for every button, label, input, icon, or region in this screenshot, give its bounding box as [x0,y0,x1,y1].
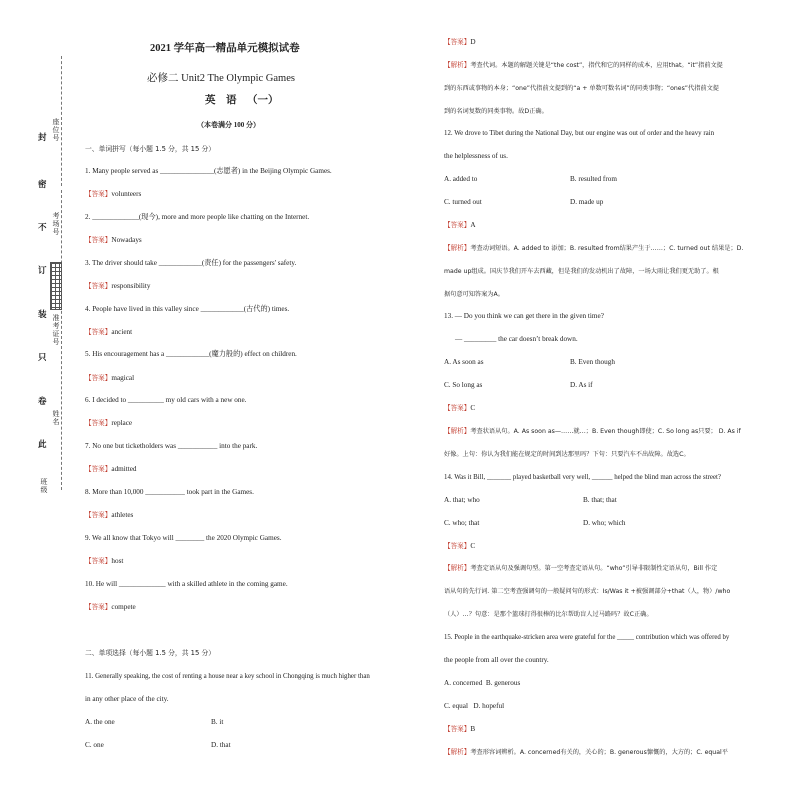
full-score-note: （本卷满分 100 分） [197,121,260,129]
question-text: 4. People have lived in this valley since ____________(古代的) times. [85,305,290,313]
analysis-text: 考查状语从句。A. As soon as—……就…；B. Even though即使；C. So long as只要； D. As if [470,428,741,435]
answer-text: host [111,557,124,565]
exam-subtitle: 必修二 Unit2 The Olympic Games [147,73,295,84]
seat-number-field: 座位号 [52,118,60,142]
answer-tag: 【答案】 [85,419,112,427]
answer-tag: 【答案】 [85,282,112,290]
answer-text: volunteers [111,190,142,198]
analysis-text: 据句意可知答案为A。 [444,291,504,298]
option-d: D. that [211,741,231,749]
question-text: the helplessness of us. [444,152,508,160]
admission-number-grid [50,262,62,310]
answer-tag: 【答案】 [85,557,112,565]
question-text: 14. Was it Bill, _______ played basketball very well, ______ helped the blind man across the street? [444,474,721,481]
answer-tag: 【答案】 [85,465,112,473]
answer-tag: 【答案】 [444,542,471,550]
answer-tag: 【答案】 [85,236,112,244]
margin-dashed-line [61,190,62,490]
exam-title: 2021 学年高一精品单元模拟试卷 [150,43,300,54]
option-c: C. one [85,741,104,749]
analysis-text: 考查定语从句及强调句型。第一空考查定语从句。“who”引导非限制性定语从句，Bill 作定 [470,565,718,572]
answer-text: ancient [111,328,133,336]
answer-text: compete [111,603,136,611]
answer-text: B [470,725,476,733]
option-d: D. As if [570,381,593,389]
option-c: C. turned out [444,198,482,206]
options-row: A. concerned B. generous [444,679,521,687]
question-text: 9. We all know that Tokyo will ________ the 2020 Olympic Games. [85,534,282,542]
analysis-text: made up组成。国庆节我们开车去西藏，但是我们的发动机出了故障，一场大雨让我们更无助了。根 [444,268,719,275]
section-heading: 一、单词拼写（每小题 1.5 分，共 15 分） [85,145,216,153]
answer-text: replace [111,419,133,427]
option-b: B. that; that [583,496,617,504]
option-a: A. As soon as [444,358,484,366]
answer-tag: 【答案】 [444,221,471,229]
options-row: C. equal D. hopeful [444,702,505,710]
analysis-tag: 【解析】 [444,61,471,69]
question-text: 7. No one but ticketholders was ___________ into the park. [85,442,258,450]
analysis-text: 考查动词短语。A. added to 添加；B. resulted from结果产生于……；C. turned out 结果是；D. [470,245,744,252]
analysis-text: 语从句的先行词. 第二空考查强调句的一般疑问句的形式：Is/Was it +被强调部分+that（人，物）/who [444,588,731,595]
margin-glyph: 卷 [38,397,47,407]
option-a: A. added to [444,175,478,183]
answer-tag: 【答案】 [444,404,471,412]
option-b: B. Even though [570,358,615,366]
question-text: 11. Generally speaking, the cost of renting a house near a key school in Chongqing is much higher than [85,673,370,680]
option-b: B. resulted from [570,175,617,183]
analysis-tag: 【解析】 [444,748,471,756]
margin-glyph: 此 [38,440,47,450]
name-field: 姓名 [52,410,60,426]
analysis-tag: 【解析】 [444,244,471,252]
answer-text: A [470,221,476,229]
question-text: 1. Many people served as _______________(志愿者) in the Beijing Olympic Games. [85,167,332,175]
margin-dashed-line [61,56,62,186]
margin-glyph: 封 [38,133,47,143]
option-d: D. who; which [583,519,626,527]
option-c: C. who; that [444,519,480,527]
answer-text: D [470,38,476,46]
question-text: — _________ the car doesn’t break down. [455,335,578,343]
answer-text: responsibility [111,282,151,290]
class-field: 班级 [40,478,48,494]
answer-text: admitted [111,465,137,473]
margin-glyph: 订 [38,266,47,276]
analysis-text: 考查代词。本题的解题关键是“the cost”，指代和它的同样的成本，应用that。“it”指前文提 [470,62,723,69]
analysis-tag: 【解析】 [444,564,471,572]
margin-glyph: 密 [38,180,47,190]
answer-tag: 【答案】 [85,328,112,336]
option-d: D. made up [570,198,604,206]
margin-glyph: 不 [38,223,47,233]
answer-tag: 【答案】 [444,725,471,733]
answer-text: athletes [111,511,134,519]
question-text: 13. — Do you think we can get there in the given time? [444,312,604,320]
question-text: 2. _____________(现今), more and more people like chatting on the Internet. [85,213,310,221]
answer-tag: 【答案】 [85,603,112,611]
subject-heading: 英 语 （一） [205,95,279,106]
option-a: A. the one [85,718,115,726]
answer-tag: 【答案】 [85,511,112,519]
question-text: the people from all over the country. [444,656,549,664]
answer-text: Nowadays [111,236,142,244]
question-text: 12. We drove to Tibet during the National Day, but our engine was out of order and the heavy rain [444,130,715,137]
question-text: 6. I decided to __________ my old cars with a new one. [85,396,247,404]
question-text: in any other place of the city. [85,695,169,703]
option-b: B. it [211,718,224,726]
question-text: 3. The driver should take ____________(责任) for the passengers' safety. [85,259,297,267]
option-a: A. that; who [444,496,480,504]
margin-glyph: 装 [38,310,47,320]
analysis-text: 考查形容词辨析。A. concerned有关的，关心的；B. generous慷慨的，大方的；C. equal平 [470,749,728,756]
answer-text: C [470,542,476,550]
question-text: 8. More than 10,000 ___________ took part in the Games. [85,488,254,496]
question-text: 5. His encouragement has a ____________(魔力般的) effect on children. [85,350,297,358]
analysis-text: 到的名词复数的同类事物。故D正确。 [444,108,548,115]
margin-glyph: 只 [38,353,47,363]
option-c: C. So long as [444,381,483,389]
answer-tag: 【答案】 [85,374,112,382]
admission-number-field: 准考证号 [52,314,60,346]
exam-room-field: 考场号 [52,212,60,236]
question-text: 15. People in the earthquake-stricken area were grateful for the _____ contribution which was offered by [444,634,730,641]
section-heading: 二、单项选择（每小题 1.5 分，共 15 分） [85,649,216,657]
analysis-text: 好像。上句：你认为我们能在规定的时间到达那里吗？下句：只要汽车不出故障。故选C。 [444,451,690,458]
answer-tag: 【答案】 [444,38,471,46]
answer-text: C [470,404,476,412]
question-text: 10. He will _____________ with a skilled athlete in the coming game. [85,580,288,588]
answer-text: magical [111,374,135,382]
answer-tag: 【答案】 [85,190,112,198]
analysis-text: 到的东西或事物的本身；“one”代指前文提到的“a + 单数可数名词”的同类事物；“ones”代指前文提 [444,85,719,92]
analysis-text: （人）…？句意：是那个篮球打得很棒的比尔帮助盲人过马路吗？故C正确。 [444,611,653,618]
analysis-tag: 【解析】 [444,427,471,435]
